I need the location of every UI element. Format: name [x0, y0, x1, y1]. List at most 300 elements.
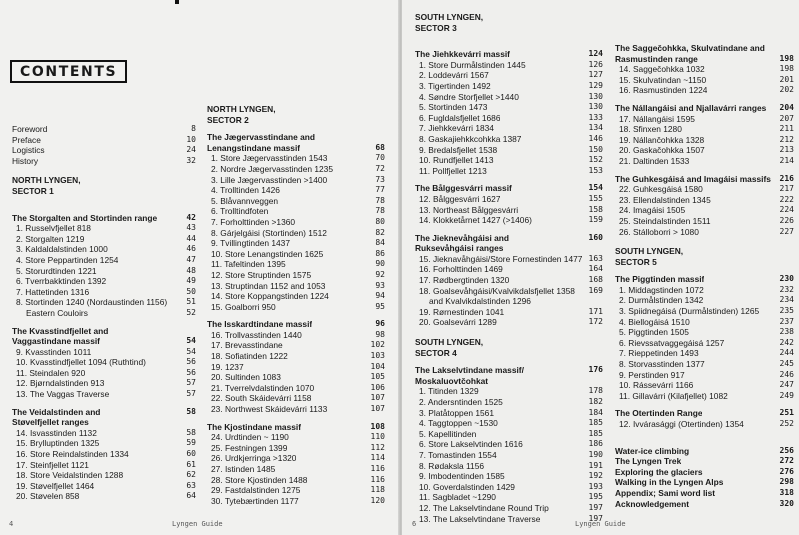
toc-entry: [12, 276, 196, 287]
entry-page-number: 116: [370, 464, 385, 473]
entry-title: 9. Imbodentinden 1585: [419, 471, 505, 482]
entry-page-number: 160: [588, 232, 603, 242]
toc-column-2: [207, 104, 385, 506]
entry-title: 7. Forholttinden >1360: [211, 216, 296, 227]
toc-entry: [615, 359, 794, 370]
entry-title: 2. Durmålstinden 1342: [619, 295, 704, 306]
toc-entry: [207, 206, 385, 217]
entry-page-number: 298: [779, 477, 794, 487]
entry-page-number: 72: [375, 163, 385, 173]
range-heading: [615, 456, 794, 467]
entry-title: 4. Søndre Storfjellet >1440: [419, 91, 519, 102]
toc-entry: [207, 196, 385, 207]
entry-page-number: 202: [779, 85, 794, 95]
toc-entry: [615, 184, 794, 195]
toc-entry: [207, 281, 385, 292]
entry-page-number: 63: [186, 480, 196, 490]
entry-title: SECTOR 3: [415, 22, 457, 33]
entry-page-number: 238: [779, 327, 794, 337]
entry-title: 3. Spiidnegáisá (Durmålstinden) 1265: [619, 306, 760, 317]
entry-title: 5. Stortinden 1473: [419, 102, 488, 113]
entry-page-number: 107: [370, 393, 385, 403]
toc-entry: [415, 408, 603, 419]
entry-page-number: 168: [588, 275, 603, 285]
toc-entry: [415, 70, 603, 81]
toc-entry: [207, 185, 385, 196]
entry-page-number: 118: [370, 485, 385, 495]
toc-entry: [207, 351, 385, 362]
entry-title: 14. Store Koppangstinden 1224: [211, 291, 329, 302]
entry-page-number: 102: [370, 340, 385, 350]
section-heading: [415, 12, 603, 23]
entry-title: SECTOR 2: [207, 114, 249, 125]
toc-entry: [12, 124, 196, 135]
toc-entry: [207, 453, 385, 464]
toc-entry: [12, 156, 196, 167]
entry-title: 30. Tytebærtinden 1177: [211, 495, 299, 506]
toc-entry: [207, 259, 385, 270]
range-heading: [415, 49, 603, 60]
entry-page-number: 251: [779, 408, 794, 418]
entry-title: 20. Sultinden 1083: [211, 372, 281, 383]
entry-title: 10. Goverdalstinden 1429: [419, 481, 515, 492]
entry-title: 3. Kaldaldalstinden 1000: [16, 244, 108, 255]
toc-entry: [207, 153, 385, 164]
entry-title: 20. Støvelen 858: [16, 491, 80, 502]
entry-title: 15. Skulvatindan ~1150: [619, 74, 707, 85]
entry-title: 7. Jiehkkevárri 1834: [419, 123, 494, 134]
entry-page-number: 80: [375, 216, 385, 226]
entry-title: 8. Stortinden 1240 (Nordaustinden 1156): [16, 297, 168, 308]
toc-entry: [12, 223, 196, 234]
entry-page-number: 176: [588, 365, 603, 375]
toc-entry: [415, 482, 603, 493]
entry-page-number: 110: [370, 432, 385, 442]
toc-entry: [12, 135, 196, 146]
entry-title: The Saggečohkka, Skulvatindane and: [615, 43, 765, 53]
entry-page-number: 68: [375, 142, 385, 152]
toc-entry: [12, 389, 196, 400]
entry-page-number: 213: [779, 145, 794, 155]
entry-page-number: 127: [588, 70, 603, 80]
entry-page-number: 134: [588, 123, 603, 133]
toc-entry: [615, 75, 794, 86]
range-heading: [415, 233, 603, 244]
entry-page-number: 54: [186, 346, 196, 356]
entry-page-number: 52: [186, 307, 196, 317]
entry-page-number: 62: [186, 470, 196, 480]
toc-column-1: [12, 124, 196, 502]
toc-entry: [207, 291, 385, 302]
entry-title: History: [12, 155, 39, 166]
entry-page-number: 169: [588, 285, 603, 295]
toc-entry: [615, 370, 794, 381]
entry-page-number: 64: [186, 491, 196, 501]
entry-title: NORTH LYNGEN,: [207, 104, 276, 114]
entry-page-number: 159: [588, 215, 603, 225]
toc-entry: [415, 81, 603, 92]
entry-page-number: 50: [186, 286, 196, 296]
section-heading: [12, 186, 196, 197]
entry-page-number: 226: [779, 215, 794, 225]
range-heading: [207, 132, 385, 143]
range-heading: [615, 467, 794, 478]
entry-page-number: 61: [186, 459, 196, 469]
entry-title: 29. Fastdalstinden 1275: [211, 485, 301, 496]
entry-title: 8. Rødaksla 1156: [419, 460, 485, 471]
entry-title: 19. 1237: [211, 361, 244, 372]
toc-entry: [207, 393, 385, 404]
entry-page-number: 146: [588, 133, 603, 143]
range-heading: [615, 103, 794, 114]
toc-entry: [207, 340, 385, 351]
entry-page-number: 198: [779, 64, 794, 74]
entry-page-number: 43: [186, 223, 196, 233]
entry-title: 16. Rasmustinden 1224: [619, 85, 708, 96]
entry-page-number: 222: [779, 194, 794, 204]
toc-entry: [207, 228, 385, 239]
entry-title: 17. Steinfjellet 1121: [16, 459, 89, 470]
entry-title: 4. Biellogáisá 1510: [619, 316, 690, 327]
entry-title: Acknowledgement: [615, 498, 689, 509]
entry-page-number: 60: [186, 449, 196, 459]
range-heading: [207, 143, 385, 154]
entry-title: The Lyngen Trek: [615, 456, 682, 467]
entry-title: The Jiehkkevárri massif: [415, 49, 510, 60]
entry-page-number: 106: [370, 382, 385, 392]
toc-entry: [415, 397, 603, 408]
entry-page-number: 185: [588, 418, 603, 428]
toc-entry: [615, 135, 794, 146]
toc-entry: [12, 234, 196, 245]
toc-entry: [207, 238, 385, 249]
entry-title: 3. Platåtoppen 1561: [419, 407, 494, 418]
toc-entry: [615, 195, 794, 206]
toc-entry: [415, 418, 603, 429]
entry-page-number: 186: [588, 439, 603, 449]
toc-entry: [12, 266, 196, 277]
entry-title: 8. Storvasstinden 1377: [619, 359, 705, 370]
entry-page-number: 191: [588, 460, 603, 470]
range-heading: [12, 326, 196, 337]
entry-title: 27. Istinden 1485: [211, 464, 276, 474]
toc-entry: [12, 357, 196, 368]
entry-page-number: 158: [588, 204, 603, 214]
entry-title: 1. Middagstinden 1072: [619, 284, 704, 295]
entry-title: The Kjostindane massif: [207, 421, 302, 432]
entry-title: and Kvalvikdalstinden 1296: [429, 296, 531, 307]
entry-title: 12. Bjørndalstinden 913: [16, 378, 105, 389]
entry-page-number: 193: [588, 481, 603, 491]
contents-heading: CONTENTS: [10, 60, 127, 83]
entry-page-number: 247: [779, 380, 794, 390]
toc-entry: [207, 404, 385, 415]
entry-title: Ruksevåhgáisi ranges: [415, 243, 504, 254]
entry-title: 3. Lille Jægervasstinden >1400: [211, 174, 328, 185]
entry-title: 13. Northeast Bålggesvárri: [419, 204, 519, 215]
toc-entry: [207, 443, 385, 454]
entry-page-number: 59: [186, 438, 196, 448]
range-heading: [615, 274, 794, 285]
entry-title: 13. The Vaggas Traverse: [16, 389, 110, 400]
toc-entry: [12, 378, 196, 389]
entry-page-number: 96: [375, 319, 385, 329]
toc-entry: [12, 470, 196, 481]
toc-entry: [207, 164, 385, 175]
entry-title: Preface: [12, 134, 41, 145]
range-heading: [415, 243, 603, 254]
range-heading: [615, 446, 794, 457]
entry-title: 21. Tverrelvdalstinden 1070: [211, 382, 315, 393]
entry-title: 4. Trolltinden 1426: [211, 185, 280, 196]
entry-title: 14. Klokketårnet 1427 (>1406): [419, 215, 532, 226]
entry-page-number: 114: [370, 453, 385, 463]
entry-page-number: 198: [779, 53, 794, 63]
toc-entry: [12, 145, 196, 156]
entry-title: The Kvasstindfjellet and: [12, 325, 109, 336]
entry-page-number: 86: [375, 248, 385, 258]
section-heading: [207, 115, 385, 126]
entry-page-number: 164: [588, 264, 603, 274]
entry-title: SOUTH LYNGEN,: [415, 12, 484, 22]
entry-title: 18. Sofiatinden 1222: [211, 351, 288, 362]
entry-title: SOUTH LYNGEN,: [615, 246, 684, 257]
entry-title: 7. Hattetinden 1316: [16, 286, 90, 297]
entry-title: 12. The Lakselvtindane Round Trip: [419, 502, 549, 513]
entry-title: The Isskardtindane massif: [207, 319, 313, 330]
entry-title: 22. Guhkesgáisá 1580: [619, 184, 703, 195]
entry-title: 4. Taggtoppen ~1530: [419, 418, 498, 429]
range-heading: [12, 417, 196, 428]
toc-entry: [415, 307, 603, 318]
entry-title: The Otertinden Range: [615, 408, 703, 419]
toc-entry: [207, 485, 385, 496]
toc-entry: [207, 249, 385, 260]
entry-title: 18. Goalsevåhgáisi/Kvalvikdalsfjellet 1358: [419, 285, 575, 296]
entry-title: 2. Storgalten 1219: [16, 233, 85, 244]
entry-page-number: 108: [370, 421, 385, 431]
entry-title: Water-ice climbing: [615, 445, 690, 456]
entry-title: 2. Nordre Jægervasstinden 1235: [211, 163, 333, 174]
entry-title: SECTOR 4: [415, 347, 457, 358]
toc-entry: [415, 155, 603, 166]
entry-page-number: 93: [375, 280, 385, 290]
entry-page-number: 217: [779, 184, 794, 194]
toc-entry: [615, 145, 794, 156]
range-heading: [615, 43, 794, 54]
entry-title: 11. Pollfjellet 1213: [419, 165, 487, 176]
entry-title: 5. Blåvannveggen: [211, 195, 279, 206]
entry-title: 20. Goalsevárri 1289: [419, 317, 497, 328]
entry-title: 2. Loddevárri 1567: [419, 70, 489, 81]
entry-page-number: 249: [779, 390, 794, 400]
entry-page-number: 245: [779, 359, 794, 369]
entry-page-number: 153: [588, 165, 603, 175]
entry-page-number: 58: [186, 427, 196, 437]
right-page: [402, 0, 799, 535]
entry-title: Støvelfjellet ranges: [12, 417, 89, 428]
entry-title: 20. Gaskačohkka 1507: [619, 145, 705, 156]
toc-entry: [415, 194, 603, 205]
toc-entry: [207, 432, 385, 443]
entry-title: 26. Stálloborri > 1080: [619, 226, 699, 237]
entry-title: Walking in the Lyngen Alps: [615, 477, 724, 488]
running-footer-right: Lyngen Guide: [575, 520, 626, 528]
toc-entry: [415, 503, 603, 514]
entry-title: 10. Store Lenangstinden 1625: [211, 248, 324, 259]
entry-page-number: 112: [370, 442, 385, 452]
toc-entry: [615, 156, 794, 167]
toc-entry: [415, 254, 603, 265]
entry-page-number: 42: [186, 212, 196, 222]
toc-entry: [207, 217, 385, 228]
entry-page-number: 92: [375, 269, 385, 279]
range-heading: [12, 213, 196, 224]
entry-page-number: 82: [375, 227, 385, 237]
toc-entry: [12, 491, 196, 502]
entry-page-number: 272: [779, 456, 794, 466]
entry-title: 6. Rievssatvaggegáisá 1257: [619, 337, 725, 348]
entry-title: 24. Imagáisi 1505: [619, 205, 686, 216]
entry-page-number: 90: [375, 259, 385, 269]
entry-title: The Bålggesvárri massif: [415, 183, 512, 194]
entry-title: 1. Russelvfjellet 818: [16, 223, 91, 234]
entry-page-number: 195: [588, 492, 603, 502]
entry-title: 5. Kapellitinden: [419, 428, 477, 439]
toc-entry: [12, 297, 196, 308]
entry-page-number: 201: [779, 74, 794, 84]
entry-title: 8. Gaskajiehkkcohkka 1387: [419, 133, 522, 144]
toc-entry: [12, 438, 196, 449]
page-number-left: 4: [9, 520, 14, 528]
entry-page-number: 244: [779, 348, 794, 358]
running-footer-left: Lyngen Guide: [172, 520, 223, 528]
toc-entry: [415, 113, 603, 124]
range-heading: [615, 477, 794, 488]
entry-title: 12. Bålggesvárri 1627: [419, 193, 501, 204]
entry-page-number: 163: [588, 253, 603, 263]
entry-page-number: 130: [588, 91, 603, 101]
entry-title: SECTOR 5: [615, 256, 657, 267]
range-heading: [415, 183, 603, 194]
range-heading: [207, 319, 385, 330]
entry-page-number: 150: [588, 144, 603, 154]
entry-page-number: 242: [779, 337, 794, 347]
spacer: [415, 33, 603, 42]
entry-title: The Jieknevåhgáisi and: [415, 232, 510, 243]
entry-title: 19. Nállančohkka 1328: [619, 134, 705, 145]
entry-page-number: 54: [186, 336, 196, 346]
entry-page-number: 130: [588, 102, 603, 112]
entry-title: 15. Goalborri 950: [211, 301, 276, 312]
entry-title: 6. Fugldalsfjellet 1686: [419, 112, 501, 123]
toc-entry: [415, 102, 603, 113]
range-heading: [415, 376, 603, 387]
range-heading: [615, 408, 794, 419]
entry-title: The Nállangáisi and Njallavárri ranges: [615, 102, 767, 113]
section-heading: [615, 246, 794, 257]
entry-page-number: 211: [779, 124, 794, 134]
entry-page-number: 235: [779, 306, 794, 316]
entry-title: 15. Brylluptinden 1325: [16, 438, 100, 449]
toc-entry: [12, 481, 196, 492]
entry-title: 24. Urdtinden ~ 1190: [211, 432, 289, 443]
toc-entry: [12, 255, 196, 266]
entry-page-number: 70: [375, 153, 385, 163]
toc-entry: [207, 464, 385, 475]
entry-page-number: 190: [588, 449, 603, 459]
toc-entry: [415, 492, 603, 503]
entry-title: 21. Daltinden 1533: [619, 155, 690, 166]
section-heading: [615, 257, 794, 268]
range-heading: [12, 336, 196, 347]
entry-page-number: 234: [779, 295, 794, 305]
toc-entry: [415, 264, 603, 275]
entry-page-number: 24: [186, 145, 196, 155]
entry-page-number: 172: [588, 317, 603, 327]
entry-page-number: 197: [588, 513, 603, 523]
entry-title: Exploring the glaciers: [615, 466, 703, 477]
entry-page-number: 77: [375, 185, 385, 195]
toc-entry: [415, 123, 603, 134]
toc-entry: [12, 368, 196, 379]
entry-title: 6. Store Lakselvtinden 1616: [419, 439, 523, 450]
toc-entry: [615, 205, 794, 216]
entry-title: 16. Forholttinden 1469: [419, 264, 503, 275]
entry-page-number: 276: [779, 466, 794, 476]
entry-title: 9. Perstinden 917: [619, 369, 685, 380]
entry-title: 22. South Skáidevárri 1158: [211, 393, 312, 404]
entry-page-number: 185: [588, 428, 603, 438]
entry-title: The Storgalten and Stortinden range: [12, 212, 158, 223]
entry-title: Eastern Couloirs: [26, 307, 88, 318]
entry-page-number: 116: [370, 474, 385, 484]
entry-page-number: 171: [588, 306, 603, 316]
entry-title: 2. Andersntinden 1525: [419, 397, 503, 407]
entry-page-number: 44: [186, 233, 196, 243]
entry-title: Logistics: [12, 145, 45, 156]
toc-entry: [415, 92, 603, 103]
toc-entry: [615, 216, 794, 227]
entry-title: 9. Bredalsfjellet 1538: [419, 144, 498, 155]
entry-title: 14. Isvasstinden 1132: [16, 427, 97, 438]
entry-page-number: 133: [588, 112, 603, 122]
entry-page-number: 129: [588, 80, 603, 90]
toc-entry: [207, 372, 385, 383]
entry-title: Rasmustinden range: [615, 53, 698, 64]
entry-title: 23. Ellendalstinden 1345: [619, 194, 711, 205]
entry-title: 8. Gárjelgáisi (Stortinden) 1512: [211, 227, 327, 238]
toc-entry: [207, 383, 385, 394]
toc-entry: [615, 391, 794, 402]
entry-page-number: 212: [779, 134, 794, 144]
entry-title: 6. Trolltindfoten: [211, 206, 269, 217]
entry-page-number: 230: [779, 274, 794, 284]
entry-page-number: 95: [375, 301, 385, 311]
entry-page-number: 107: [370, 404, 385, 414]
entry-title: 17. Nállangáisi 1595: [619, 113, 695, 124]
spacer: [12, 166, 196, 175]
entry-title: 19. Støvelfjellet 1464: [16, 480, 95, 491]
entry-page-number: 94: [375, 291, 385, 301]
entry-page-number: 320: [779, 498, 794, 508]
section-heading: [415, 23, 603, 34]
toc-entry: [415, 134, 603, 145]
toc-entry: [12, 287, 196, 298]
toc-column-4: [615, 43, 794, 509]
entry-title: 5. Piggtinden 1505: [619, 327, 689, 338]
toc-entry: [415, 205, 603, 216]
